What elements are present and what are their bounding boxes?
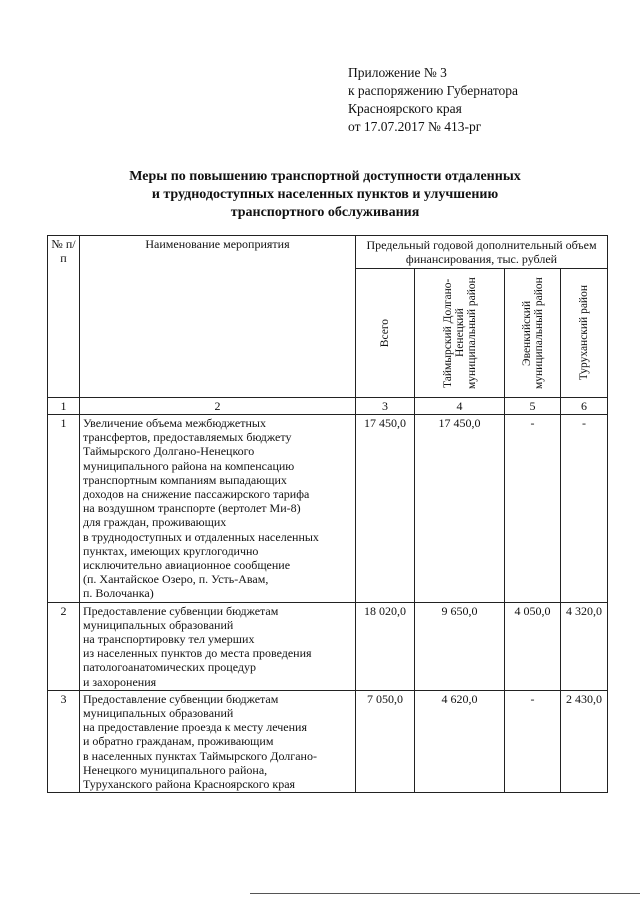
- row-evenk: 4 050,0: [505, 602, 561, 690]
- header-turukhansk: Туруханский район: [561, 269, 608, 398]
- row-turukhansk: 4 320,0: [561, 602, 608, 690]
- scan-edge-line: [250, 893, 640, 894]
- row-name: Увеличение объема межбюджетных трансфертов, предоставляемых бюджету Таймырского Долгано-Ненецкого муниципального района на компенсацию транспортным компаниям выпадающих доходов на снижение пассажирского тарифа на воздушном транспорте (вертолет Ми-8) для граждан, проживающих в труднодоступных и отдаленных населенных пунктах, имеющих круглогодично исключительно авиационное сообщение (п. Хантайское Озеро, п. Усть-Авам, п. Волочанка): [80, 415, 356, 603]
- row-turukhansk: -: [561, 415, 608, 603]
- header-num: № п/п: [48, 236, 80, 398]
- title-line-1: Меры по повышению транспортной доступности отдаленных: [129, 169, 521, 184]
- row-total: 18 020,0: [356, 602, 415, 690]
- row-total: 17 450,0: [356, 415, 415, 603]
- header-name: Наименование мероприятия: [80, 236, 356, 398]
- measures-table: [47, 235, 608, 793]
- table-row: [48, 415, 608, 603]
- appendix-title: Приложение № 3: [348, 65, 447, 80]
- row-name: Предоставление субвенции бюджетам муниципальных образований на транспортировку тел умерших из населенных пунктов до места проведения патологоанатомических процедур и захоронения: [80, 602, 356, 690]
- appendix-ref: к распоряжению Губернатора: [348, 83, 519, 98]
- row-taimyr: 9 650,0: [415, 602, 505, 690]
- row-taimyr: 4 620,0: [415, 690, 505, 792]
- appendix-header: [348, 64, 518, 136]
- row-evenk: -: [505, 690, 561, 792]
- col-number: 6: [561, 398, 608, 415]
- col-number: 1: [48, 398, 80, 415]
- appendix-region: Красноярского края: [348, 101, 462, 116]
- col-number: 4: [415, 398, 505, 415]
- title-line-2: и труднодоступных населенных пунктов и улучшению: [151, 187, 499, 202]
- header-total: Всего: [356, 269, 415, 398]
- header-evenk: Эвенкийский муниципальный район: [505, 269, 561, 398]
- appendix-date: от 17.07.2017 № 413-рг: [348, 119, 482, 134]
- row-num: 1: [48, 415, 80, 603]
- col-number: 3: [356, 398, 415, 415]
- document-title: [60, 168, 590, 222]
- row-name: Предоставление субвенции бюджетам муниципальных образований на предоставление проезда к месту лечения и обратно гражданам, проживающим в населенных пунктах Таймырского Долгано- Ненецкого муниципального района, Туруханского района Красноярского края: [80, 690, 356, 792]
- header-funding: Предельный годовой дополнительный объем финансирования, тыс. рублей: [356, 236, 608, 269]
- row-num: 3: [48, 690, 80, 792]
- row-taimyr: 17 450,0: [415, 415, 505, 603]
- row-evenk: -: [505, 415, 561, 603]
- table-row: [48, 690, 608, 792]
- header-taimyr: Таймырский Долгано-Ненецкий муниципальный район: [415, 269, 505, 398]
- title-line-3: транспортного обслуживания: [230, 205, 420, 220]
- row-total: 7 050,0: [356, 690, 415, 792]
- column-numbers-row: [48, 398, 608, 415]
- table-row: [48, 602, 608, 690]
- col-number: 5: [505, 398, 561, 415]
- row-num: 2: [48, 602, 80, 690]
- row-turukhansk: 2 430,0: [561, 690, 608, 792]
- col-number: 2: [80, 398, 356, 415]
